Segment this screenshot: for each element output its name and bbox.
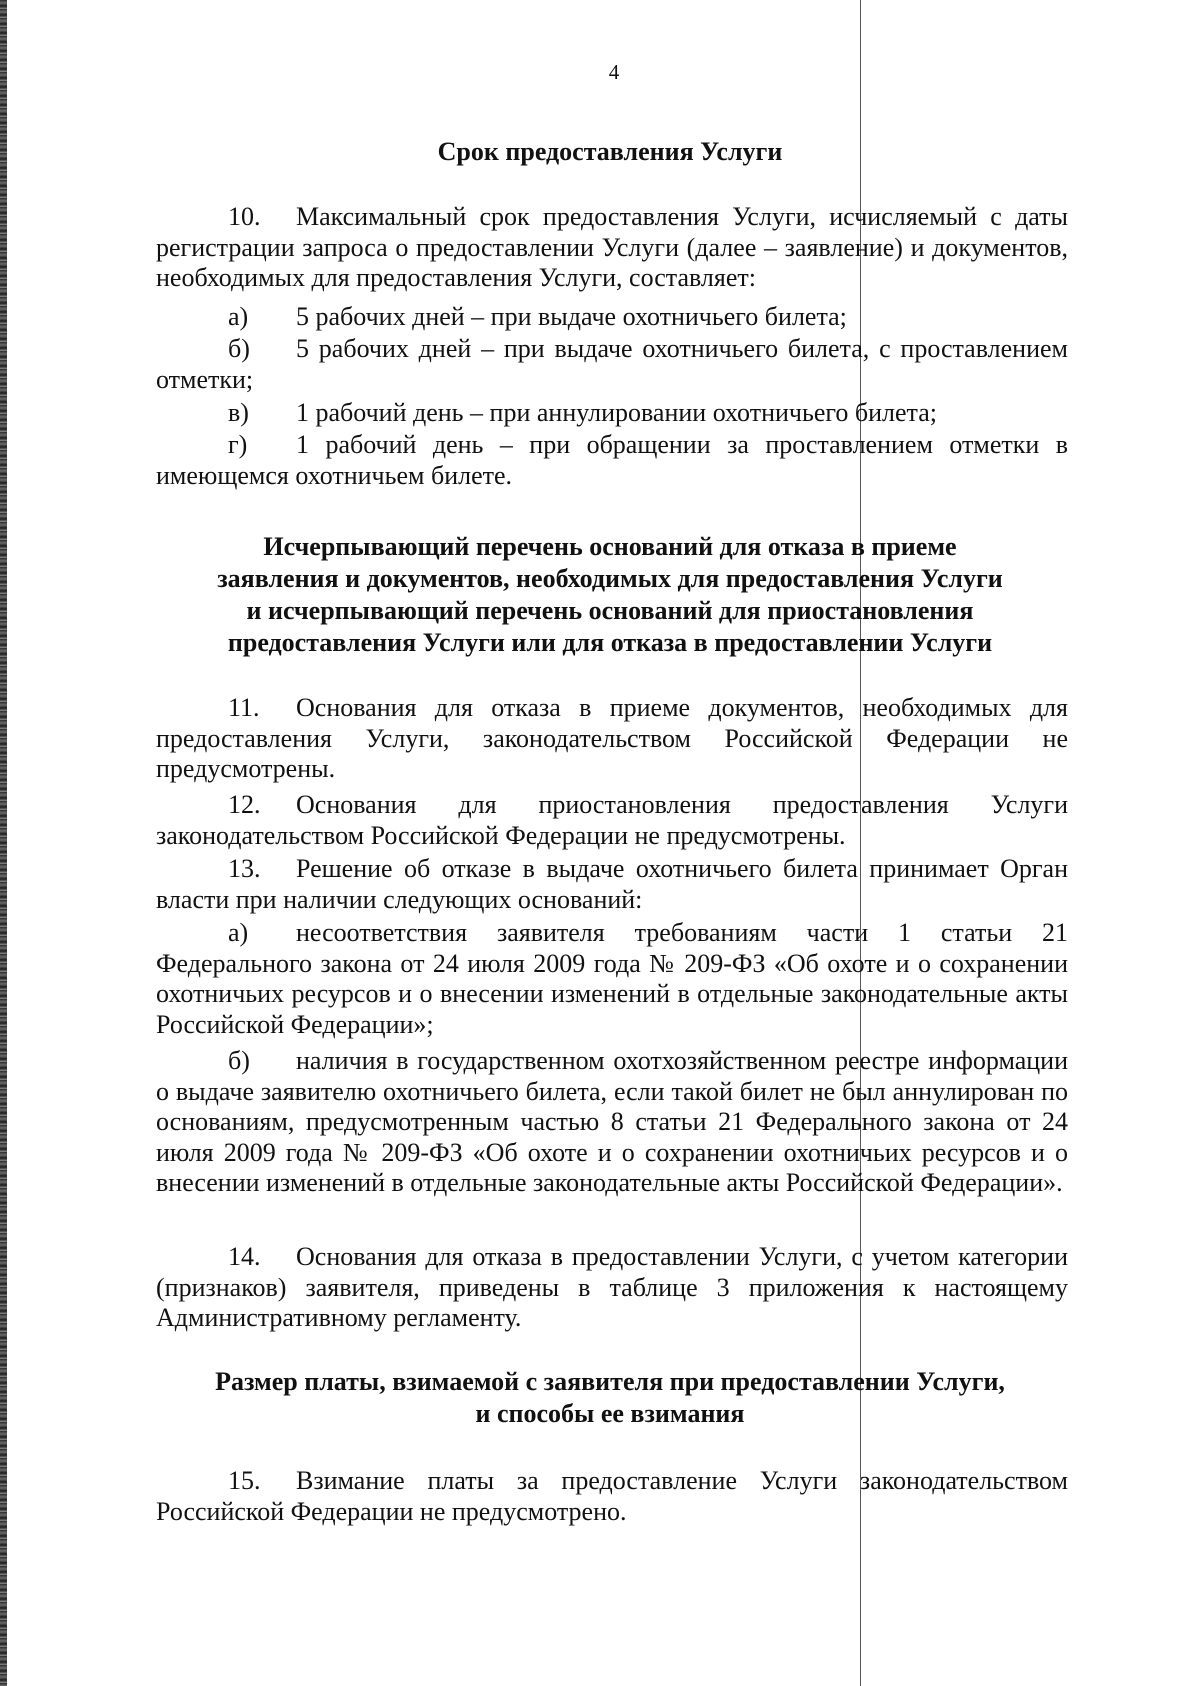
list-item-letter: в): [228, 398, 249, 427]
paragraph-text: Взимание платы за предоставление Услуги законодательством Российской Федерации не предусмотрено.: [156, 1466, 1068, 1526]
heading-line: Размер платы, взимаемой с заявителя при предоставлении Услуги,: [215, 1367, 1005, 1396]
list-item-a: [156, 918, 1068, 1040]
paragraph-text: Основания для приостановления предоставления Услуги законодательством Российской Федерации не предусмотрены.: [156, 790, 1068, 850]
heading-line: Срок предоставления Услуги: [437, 137, 783, 166]
paragraph-number: 10.: [228, 202, 261, 231]
paragraph-10: [156, 202, 1068, 294]
paragraph-text: Основания для отказа в приеме документов, необходимых для предоставления Услуги, законодательством Российской Федерации не предусмотрены.: [156, 693, 1068, 783]
list-item-text: 1 рабочий день – при аннулировании охотничьего билета;: [296, 398, 937, 427]
section-heading-term: [150, 136, 1070, 168]
list-item-letter: а): [228, 302, 249, 331]
scan-edge-shadow: [0, 0, 7, 1686]
list-item-letter: б): [228, 1046, 250, 1075]
list-item-text: 5 рабочих дней – при выдаче охотничьего билета;: [296, 302, 847, 331]
list-item-b: [156, 1046, 1068, 1199]
list-item-letter: а): [228, 918, 249, 947]
list-item-b: [156, 334, 1068, 395]
paragraph-13: [156, 854, 1068, 915]
heading-line: Исчерпывающий перечень оснований для отказа в приеме: [263, 532, 957, 561]
paragraph-number: 15.: [228, 1466, 261, 1495]
paragraph-15: [156, 1466, 1068, 1527]
list-item-letter: б): [228, 334, 250, 363]
paragraph-number: 12.: [228, 790, 261, 819]
list-item-text: 1 рабочий день – при обращении за проставлением отметки в имеющемся охотничьем билете.: [156, 430, 1068, 490]
heading-line: и способы ее взимания: [475, 1399, 745, 1428]
paragraph-text: Основания для отказа в предоставлении Услуги, с учетом категории (признаков) заявителя, приведены в таблице 3 приложения к настоящему Административному регламенту.: [156, 1242, 1068, 1332]
paragraph-text: Максимальный срок предоставления Услуги, исчисляемый с даты регистрации запроса о предоставлении Услуги (далее – заявление) и документов, необходимых для предоставления Услуги, составляет:: [156, 202, 1068, 292]
list-item-letter: г): [228, 430, 248, 459]
list-item-text: несоответствия заявителя требованиям части 1 статьи 21 Федерального закона от 24 июля 2009 года № 209-ФЗ «Об охоте и о сохранении охотничьих ресурсов и о внесении изменений в отдельные законодательные акты Российской Федерации»;: [156, 918, 1068, 1039]
heading-line: и исчерпывающий перечень оснований для приостановления: [246, 596, 974, 625]
list-item-g: [156, 430, 1068, 491]
heading-line: заявления и документов, необходимых для предоставления Услуги: [217, 564, 1003, 593]
list-item-text: наличия в государственном охотхозяйственном реестре информации о выдаче заявителю охотничьего билета, если такой билет не был аннулирован по основаниям, предусмотренным частью 8 статьи 21 Федерального закона от 24 июля 2009 года № 209-ФЗ «Об охоте и о сохранении охотничьих ресурсов и о внесении изменений в отдельные законодательные акты Российской Федерации».: [156, 1046, 1068, 1197]
paragraph-number: 13.: [228, 854, 261, 883]
paragraph-12: [156, 790, 1068, 851]
section-heading-fee: [150, 1366, 1070, 1430]
heading-line: предоставления Услуги или для отказа в предоставлении Услуги: [227, 628, 993, 657]
section-heading-grounds: [150, 531, 1070, 659]
paragraph-11: [156, 693, 1068, 785]
paragraph-14: [156, 1242, 1068, 1334]
paragraph-number: 14.: [228, 1242, 261, 1271]
page-number: 4: [608, 60, 620, 84]
list-item-v: [156, 398, 1068, 429]
paragraph-text: Решение об отказе в выдаче охотничьего билета принимает Орган власти при наличии следующих оснований:: [156, 854, 1068, 914]
paragraph-number: 11.: [228, 693, 260, 722]
list-item-text: 5 рабочих дней – при выдаче охотничьего билета, с проставлением отметки;: [156, 334, 1068, 394]
list-item-a: [156, 302, 1068, 333]
